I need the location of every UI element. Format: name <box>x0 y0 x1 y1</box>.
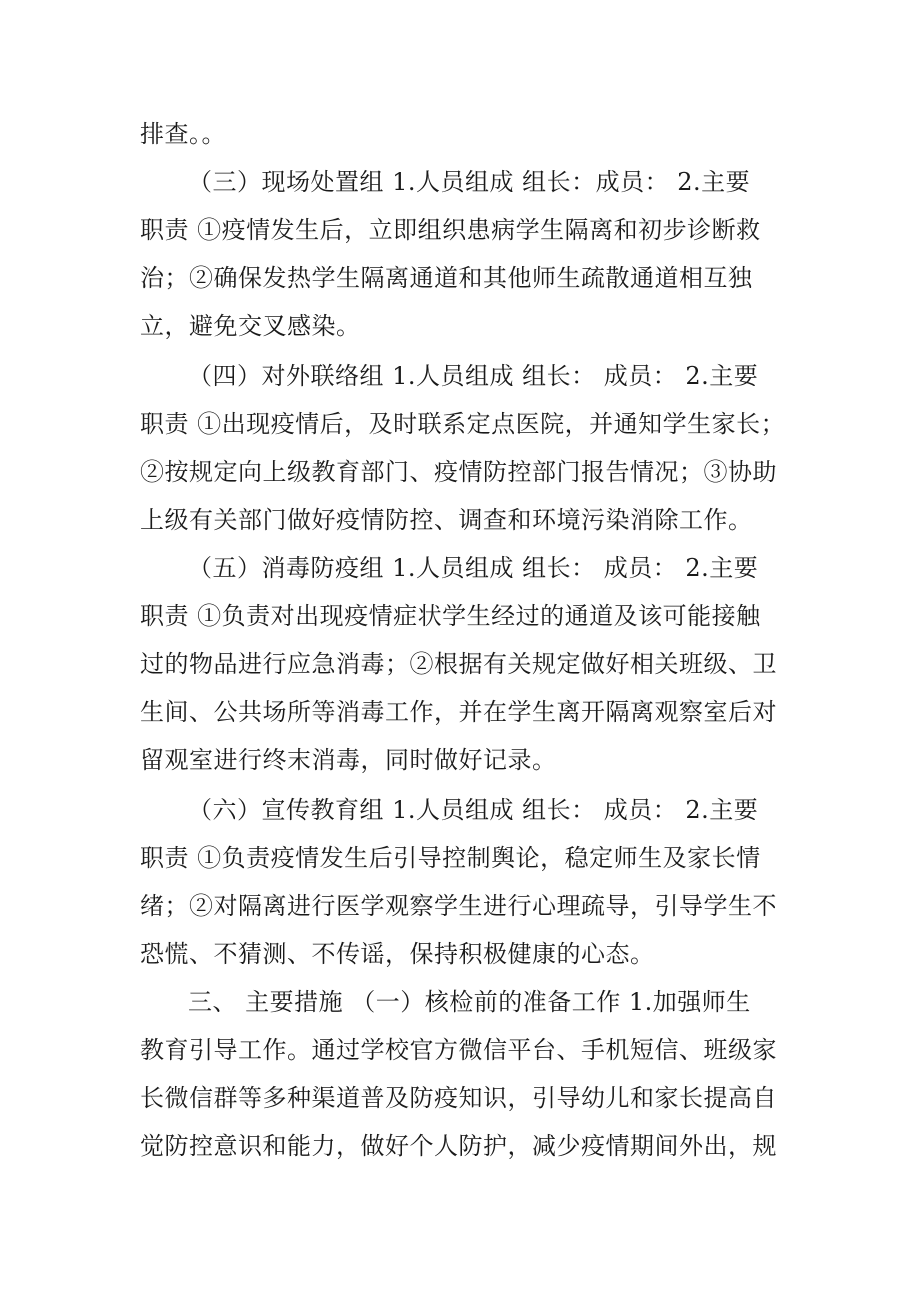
text-line: 生间、公共场所等消毒工作，并在学生离开隔离观察室后对 <box>140 698 777 726</box>
paragraph-heading-line: （四）对外联络组 1.人员组成 组长： 成员： 2.主要 <box>188 362 759 390</box>
text-line: 绪；②对隔离进行医学观察学生进行心理疏导，引导学生不 <box>140 892 777 920</box>
text-line: 觉防控意识和能力，做好个人防护，减少疫情期间外出，规 <box>140 1132 777 1160</box>
text-line: 长微信群等多种渠道普及防疫知识，引导幼儿和家长提高自 <box>140 1084 777 1112</box>
text-line: 教育引导工作。通过学校官方微信平台、手机短信、班级家 <box>140 1036 777 1064</box>
text-line: 恐慌、不猜测、不传谣，保持积极健康的心态。 <box>140 940 655 968</box>
paragraph-heading-line: （五）消毒防疫组 1.人员组成 组长： 成员： 2.主要 <box>188 554 759 582</box>
text-line: 职责 ①负责对出现疫情症状学生经过的通道及该可能接触 <box>140 602 761 630</box>
text-line: 职责 ①负责疫情发生后引导控制舆论，稳定师生及家长情 <box>140 844 761 872</box>
section-heading-line: 三、 主要措施 （一）核检前的准备工作 1.加强师生 <box>188 988 751 1016</box>
text-line: 排查。。 <box>140 120 226 148</box>
text-line: 留观室进行终末消毒，同时做好记录。 <box>140 746 557 774</box>
text-line: 治；②确保发热学生隔离通道和其他师生疏散通道相互独 <box>140 264 753 292</box>
text-line: 上级有关部门做好疫情防控、调查和环境污染消除工作。 <box>140 506 753 534</box>
paragraph-heading-line: （六）宣传教育组 1.人员组成 组长： 成员： 2.主要 <box>188 796 759 824</box>
text-line: 职责 ①出现疫情后，及时联系定点医院，并通知学生家长； <box>140 410 786 438</box>
text-line: 立，避免交叉感染。 <box>140 312 361 340</box>
text-line: ②按规定向上级教育部门、疫情防控部门报告情况；③协助 <box>140 458 777 486</box>
text-line: 过的物品进行应急消毒；②根据有关规定做好相关班级、卫 <box>140 650 777 678</box>
paragraph-heading-line: （三）现场处置组 1.人员组成 组长：成员： 2.主要 <box>188 168 751 196</box>
text-line: 职责 ①疫情发生后，立即组织患病学生隔离和初步诊断救 <box>140 216 761 244</box>
